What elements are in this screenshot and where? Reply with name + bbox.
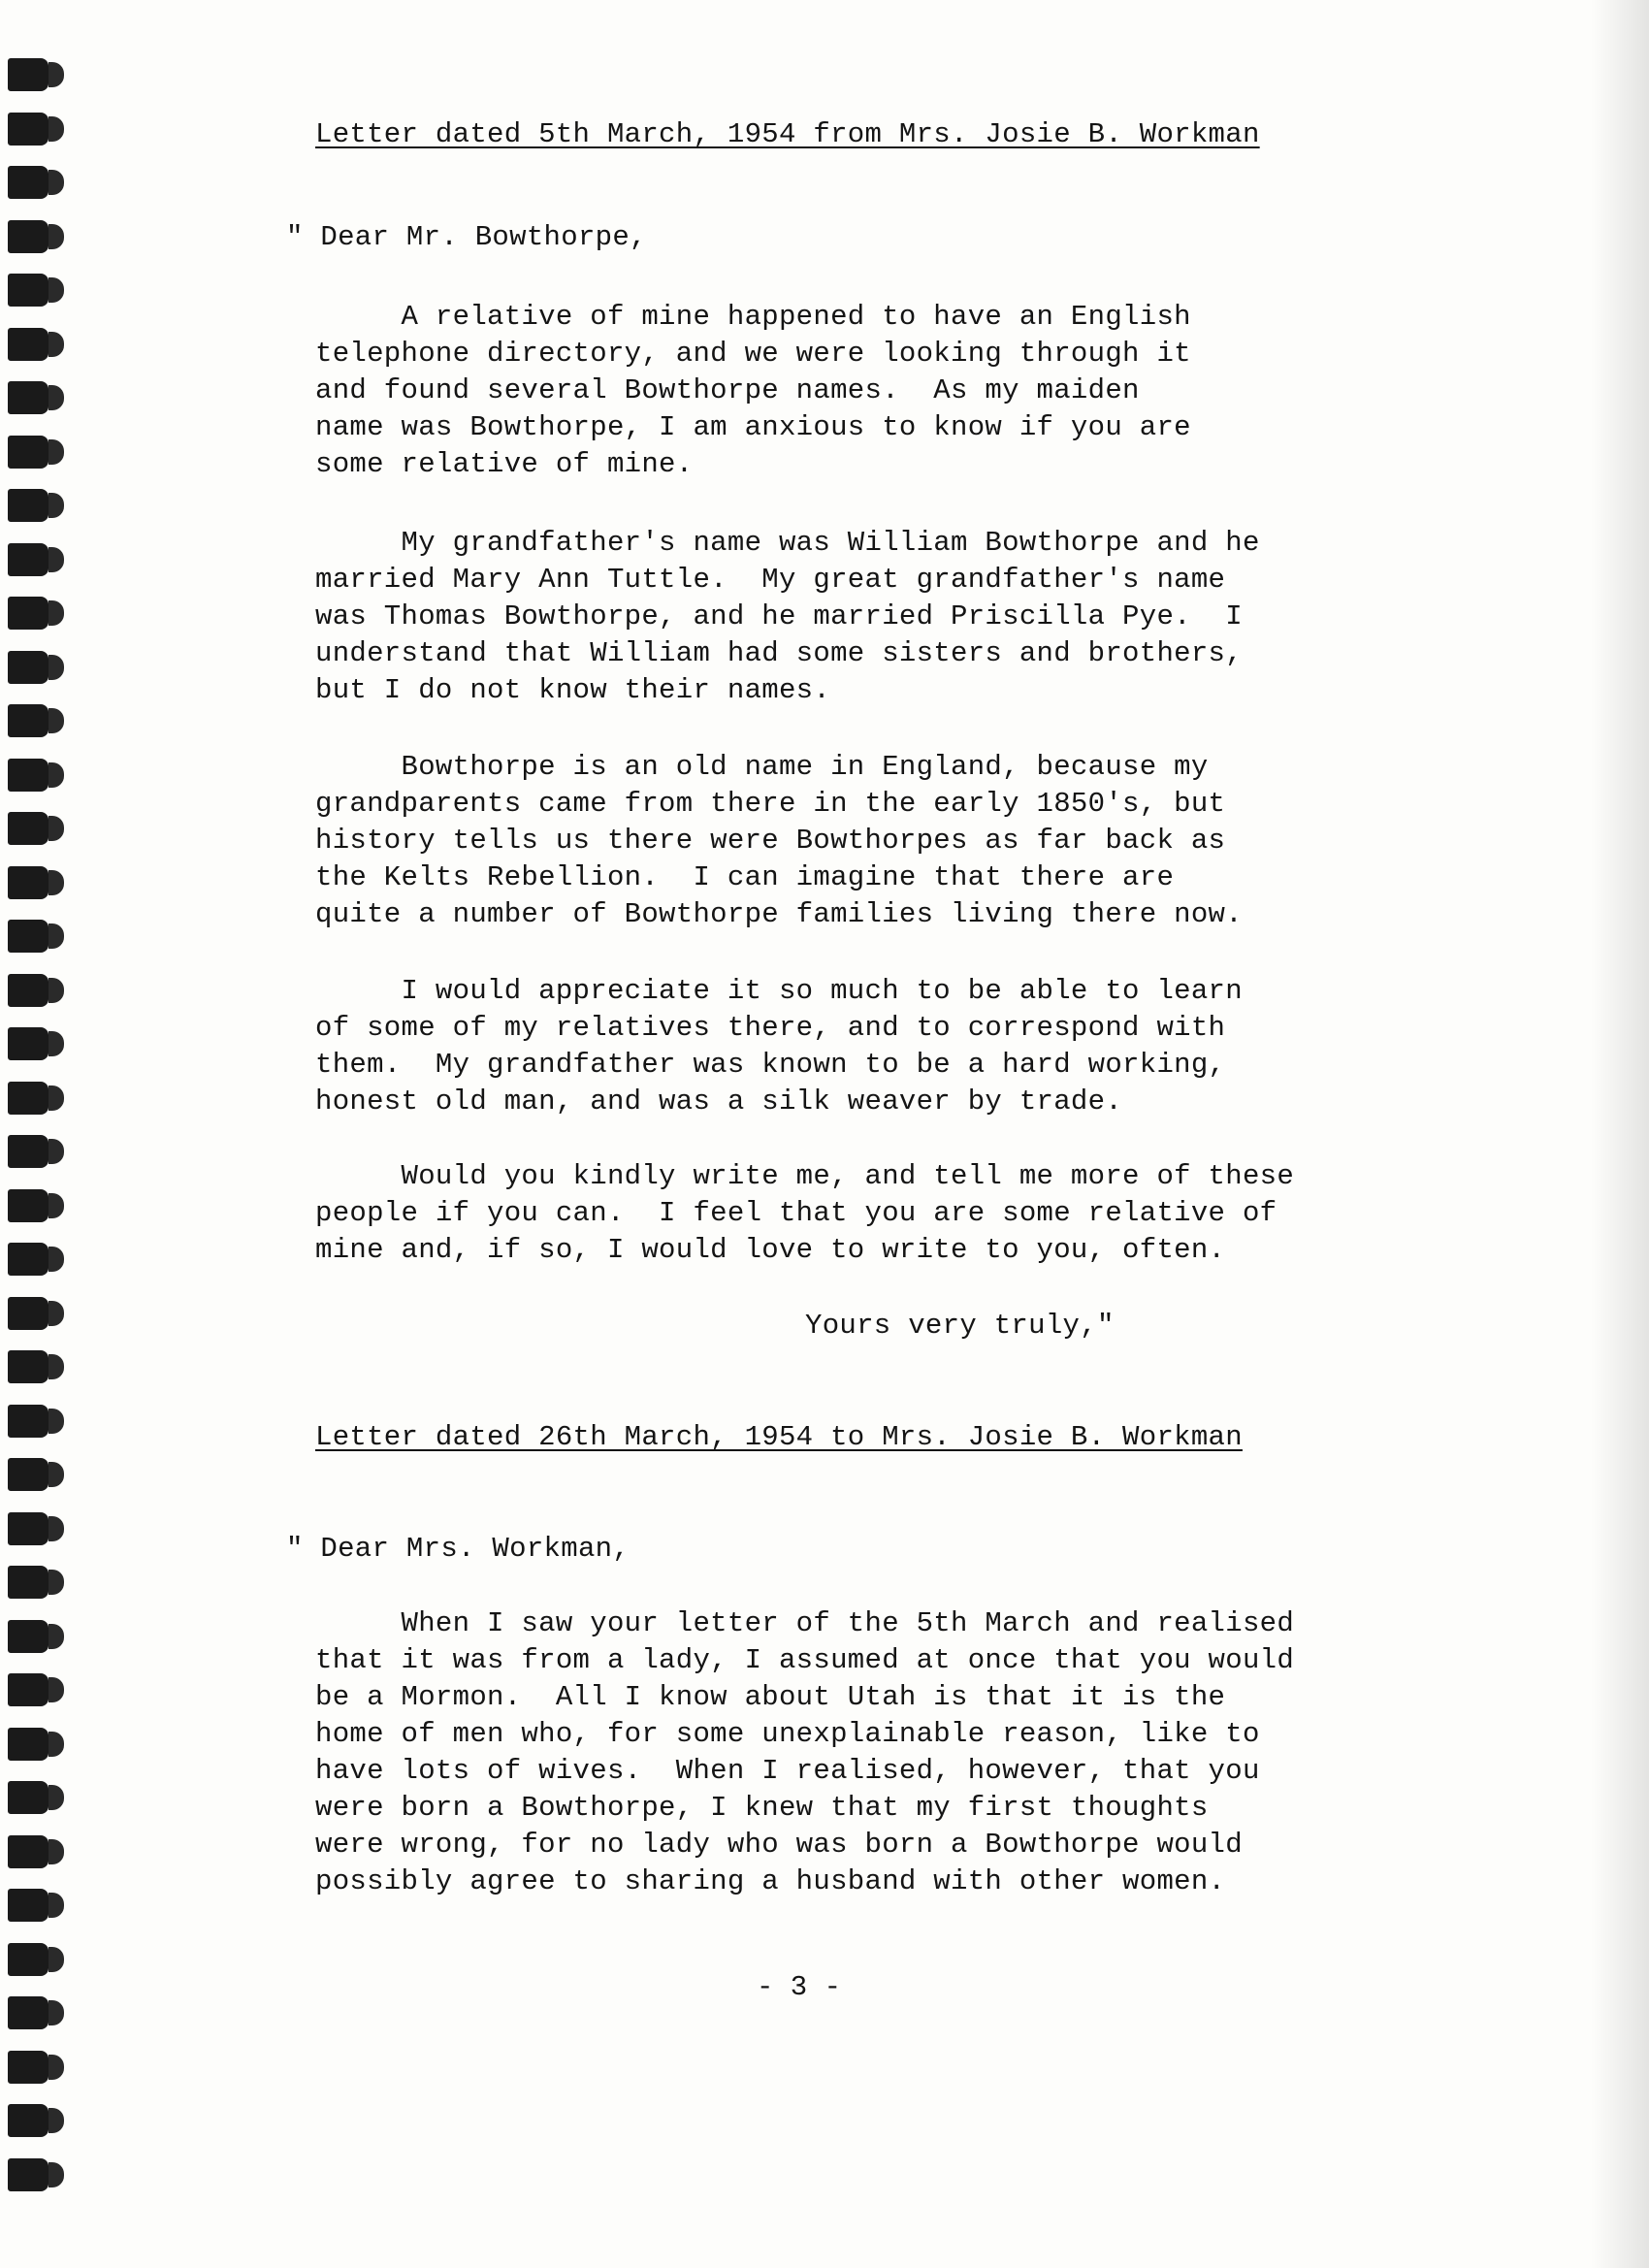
text-line: them. My grandfather was known to be a hard working,: [315, 1049, 1226, 1081]
binding-ring: [8, 759, 48, 792]
text-line: have lots of wives. When I realised, however, that you: [315, 1755, 1260, 1787]
text-line: and found several Bowthorpe names. As my maiden: [315, 374, 1140, 406]
text-line: that it was from a lady, I assumed at once that you would: [315, 1644, 1295, 1676]
text-line: mine and, if so, I would love to write to you, often.: [315, 1234, 1226, 1266]
text-line: name was Bowthorpe, I am anxious to know if you are: [315, 411, 1191, 443]
text-line: honest old man, and was a silk weaver by trade.: [315, 1085, 1123, 1118]
text-line: people if you can. I feel that you are some relative of: [315, 1197, 1277, 1229]
binding-ring: [8, 597, 48, 630]
text-line: possibly agree to sharing a husband with other women.: [315, 1865, 1226, 1897]
text-line: understand that William had some sisters and brothers,: [315, 637, 1243, 669]
binding-ring: [8, 436, 48, 469]
letter1-heading: Letter dated 5th March, 1954 from Mrs. Josie B. Workman: [315, 118, 1260, 150]
binding-ring: [8, 2051, 48, 2084]
binding-ring: [8, 1135, 48, 1168]
text-line: A relative of mine happened to have an English: [315, 301, 1191, 333]
binding-ring: [8, 812, 48, 845]
binding-ring: [8, 920, 48, 953]
binding-ring: [8, 1243, 48, 1276]
binding-ring: [8, 1673, 48, 1706]
binding-ring: [8, 1943, 48, 1976]
text-line: My grandfather's name was William Bowthorpe and he: [315, 527, 1260, 559]
text-line: Would you kindly write me, and tell me more of these: [315, 1160, 1295, 1192]
binding-ring: [8, 274, 48, 307]
binding-ring: [8, 1297, 48, 1330]
binding-ring: [8, 1189, 48, 1222]
binding-ring: [8, 1996, 48, 2029]
binding-ring: [8, 1781, 48, 1814]
binding-ring: [8, 2104, 48, 2137]
text-line: grandparents came from there in the early 1850's, but: [315, 788, 1226, 820]
binding-ring: [8, 1835, 48, 1868]
spiral-binding: [0, 0, 78, 2268]
binding-ring: [8, 113, 48, 146]
letter2-salutation: " Dear Mrs. Workman,: [286, 1533, 630, 1565]
binding-ring: [8, 1566, 48, 1599]
text-line: be a Mormon. All I know about Utah is that it is the: [315, 1681, 1226, 1713]
binding-ring: [8, 1458, 48, 1491]
binding-ring: [8, 166, 48, 199]
letter1-salutation: " Dear Mr. Bowthorpe,: [286, 221, 647, 253]
binding-ring: [8, 1620, 48, 1653]
text-line: quite a number of Bowthorpe families living there now.: [315, 898, 1243, 930]
binding-ring: [8, 1350, 48, 1383]
binding-ring: [8, 1082, 48, 1115]
text-line: of some of my relatives there, and to correspond with: [315, 1012, 1226, 1044]
binding-ring: [8, 1405, 48, 1438]
text-line: telephone directory, and we were looking through it: [315, 338, 1191, 370]
binding-ring: [8, 704, 48, 737]
binding-ring: [8, 220, 48, 253]
binding-ring: [8, 489, 48, 522]
text-line: but I do not know their names.: [315, 674, 831, 706]
binding-ring: [8, 866, 48, 899]
text-line: Bowthorpe is an old name in England, because my: [315, 751, 1209, 783]
binding-ring: [8, 1889, 48, 1922]
binding-ring: [8, 543, 48, 576]
text-line: history tells us there were Bowthorpes as far back as: [315, 825, 1226, 857]
binding-ring: [8, 1027, 48, 1060]
page-edge-shadow: [1591, 0, 1649, 2268]
binding-ring: [8, 1512, 48, 1545]
binding-ring: [8, 381, 48, 414]
text-line: was Thomas Bowthorpe, and he married Priscilla Pye. I: [315, 600, 1243, 632]
page-number: - 3 -: [757, 1971, 842, 2003]
text-line: some relative of mine.: [315, 448, 694, 480]
text-line: married Mary Ann Tuttle. My great grandfather's name: [315, 564, 1226, 596]
letter2-heading: Letter dated 26th March, 1954 to Mrs. Josie B. Workman: [315, 1421, 1243, 1453]
binding-ring: [8, 974, 48, 1007]
binding-ring: [8, 58, 48, 91]
text-line: When I saw your letter of the 5th March and realised: [315, 1607, 1295, 1639]
binding-ring: [8, 651, 48, 684]
binding-ring: [8, 2158, 48, 2191]
text-line: were wrong, for no lady who was born a Bowthorpe would: [315, 1829, 1243, 1861]
text-line: I would appreciate it so much to be able to learn: [315, 975, 1243, 1007]
text-line: the Kelts Rebellion. I can imagine that there are: [315, 861, 1175, 893]
letter1-closing: Yours very truly,": [805, 1310, 1115, 1342]
text-line: were born a Bowthorpe, I knew that my first thoughts: [315, 1792, 1209, 1824]
binding-ring: [8, 328, 48, 361]
text-line: home of men who, for some unexplainable reason, like to: [315, 1718, 1260, 1750]
binding-ring: [8, 1728, 48, 1761]
